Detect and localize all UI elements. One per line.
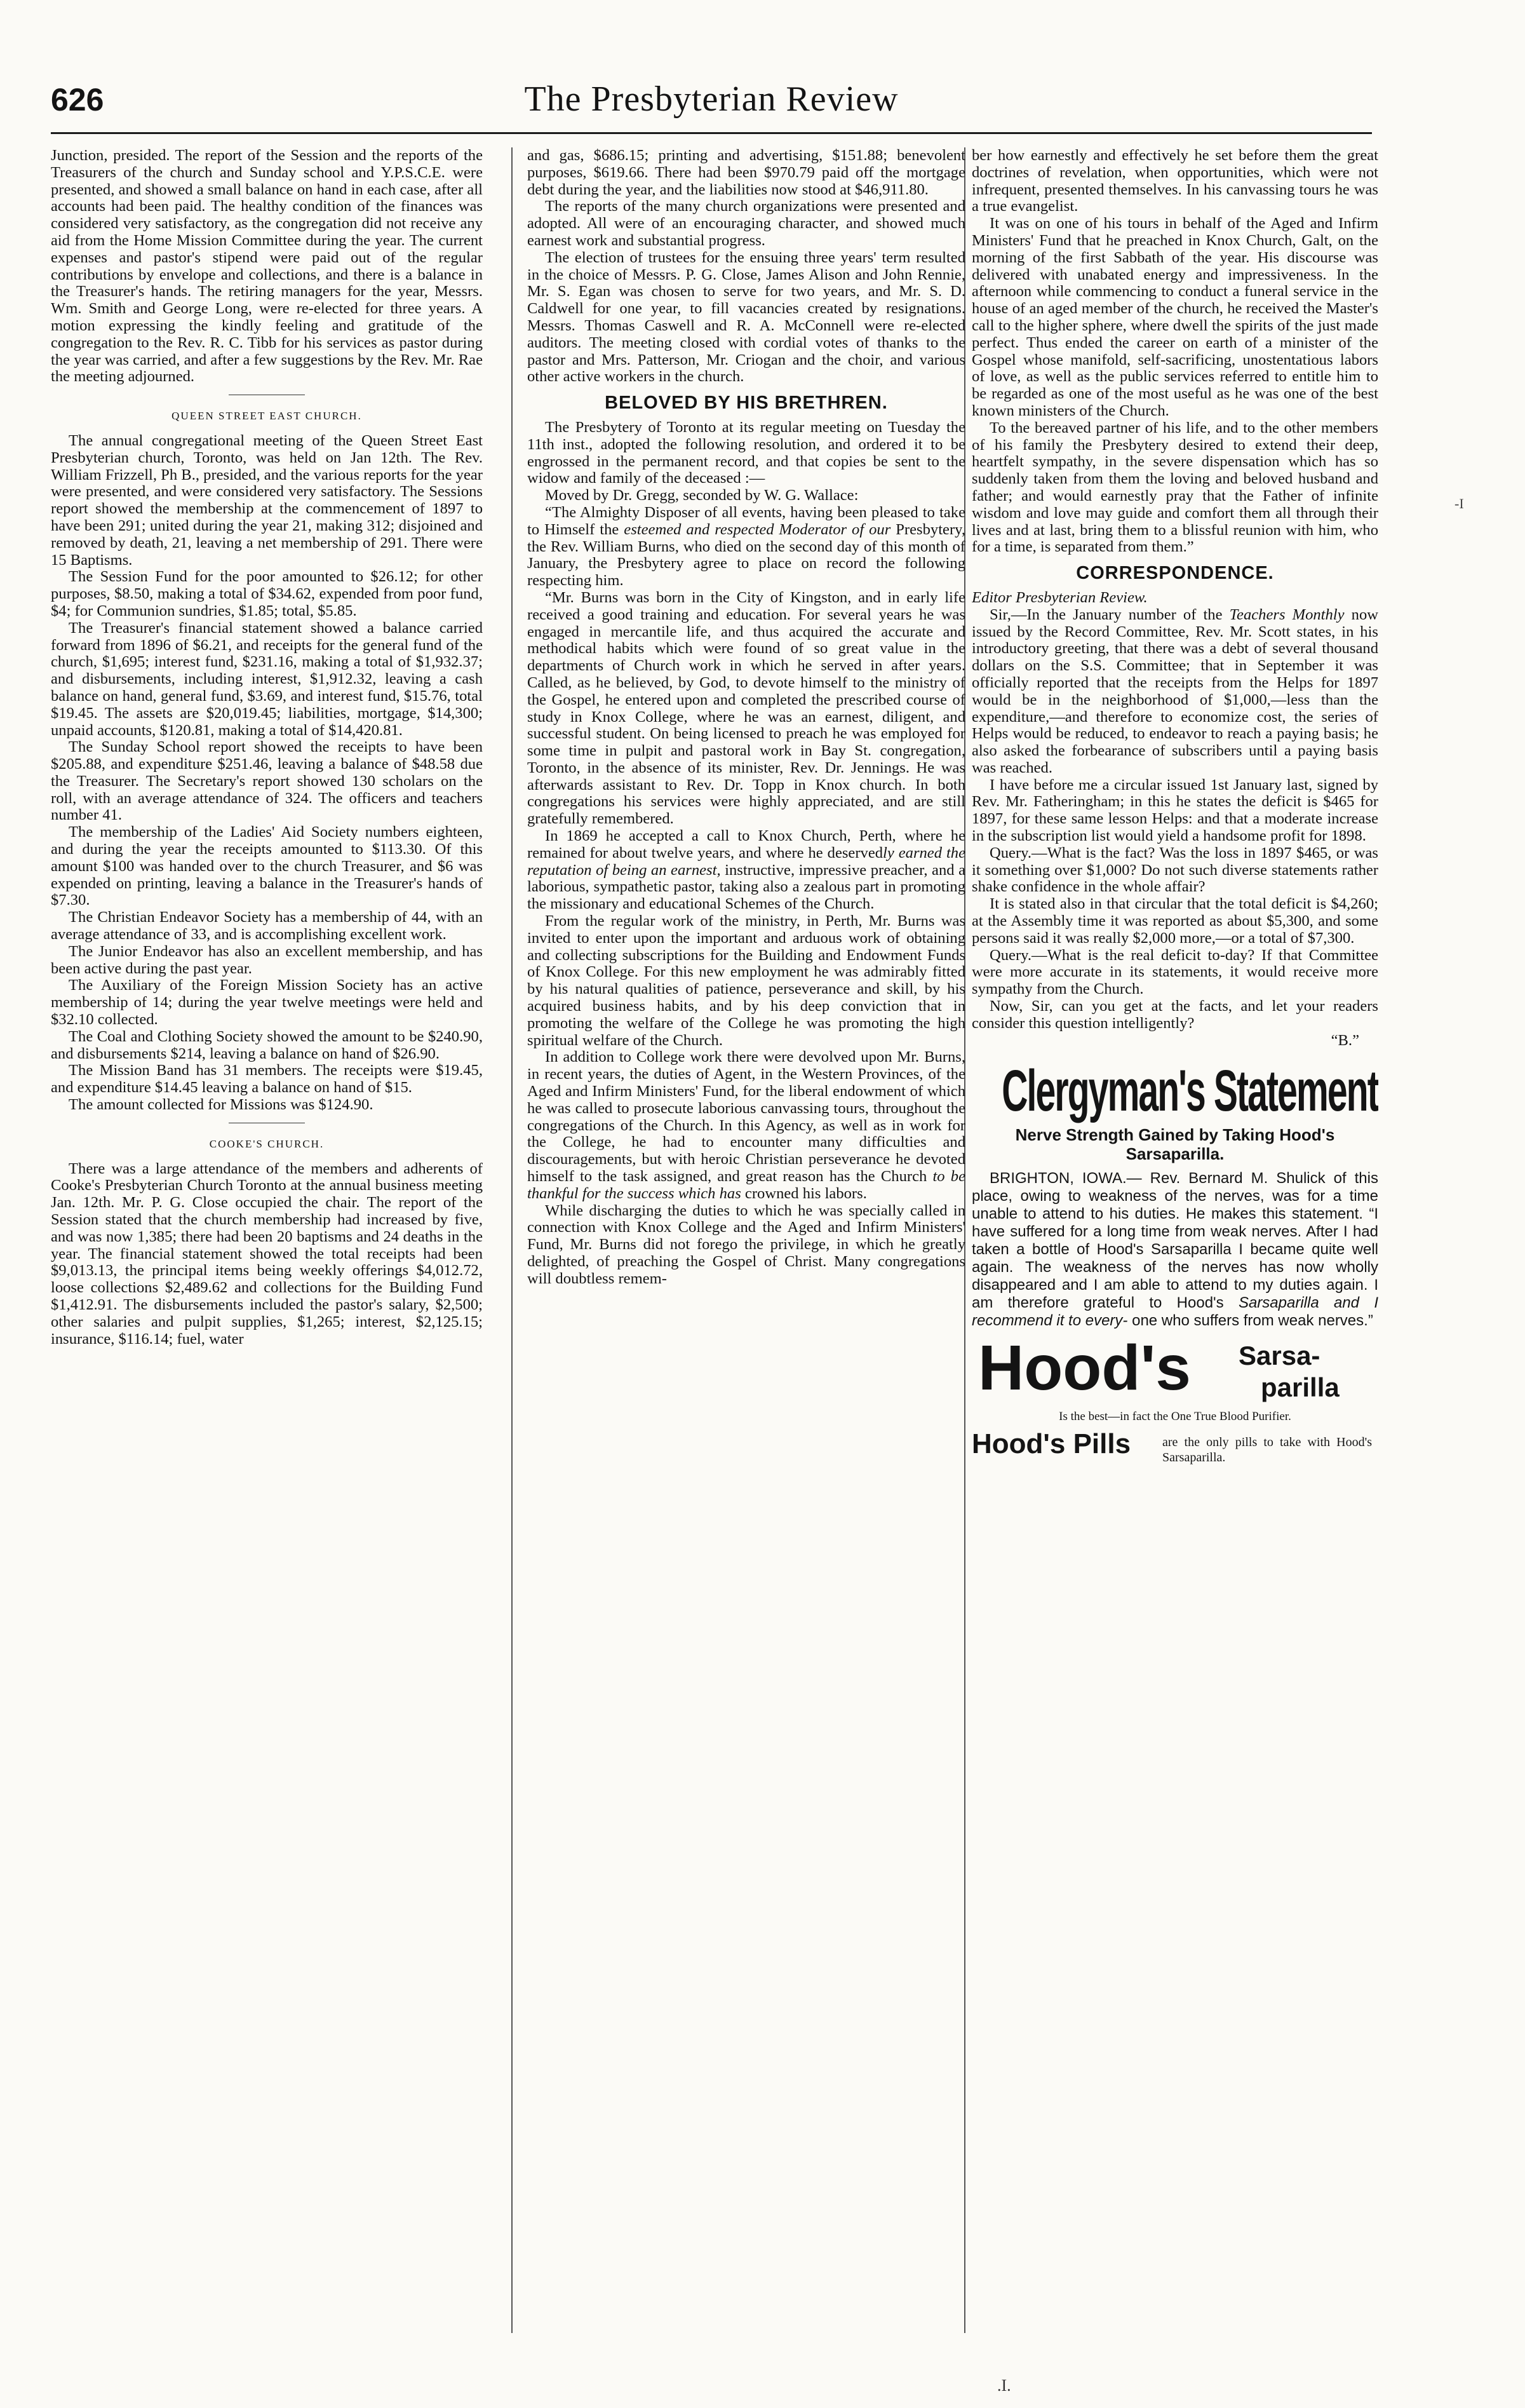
paragraph: The Treasurer's financial statement showed a balance carried forward from 1896 of $6.21, and receipts for the general fund of the church, $1,695; interest fund, $231.16, making a total of $1,932.37; and disbursements, including interest, $1,912.32, leaving a cash balance on hand, general fund, $3.69, and interest fund, $15.76, total $19.45. The assets are $20,019.45; liabilities, mortgage, $14,300; unpaid accounts, $120.81, making a total of $14,420.81. [51,619,483,739]
section-heading-beloved: BELOVED BY HIS BRETHREN. [605,393,888,414]
logo-sarsa: Sarsa- [1239,1341,1320,1371]
footer-mark: .I. [997,2376,1011,2395]
logo-parilla: parilla [1261,1372,1340,1403]
hoods-sarsaparilla-logo [972,1332,1378,1406]
paragraph: The Christian Endeavor Society has a membership of 44, with an average attendance of 33, and is accomplishing excellent work. [51,909,483,944]
paragraph: There was a large attendance of the members and adherents of Cooke's Presbyterian Church Toronto at the annual business meeting Jan. 12th. Mr. P. G. Close occupied the chair. The report of the Session stated that the church membership had increased by five, and was now 1,385; there had been 20 baptisms and 24 deaths in the year. The financial statement showed the total receipts had been $9,013.13, the principal items being weekly offerings $4,012.72, loose collections $2,489.62 and collections for the Building Fund $1,412.91. The disbursements included the pastor's salary, $2,500; other salaries and pulpit supplies, $1,265; interest, $2,125.15; insurance, $116.14; fuel, water [51,1160,483,1348]
text: Presbytery, the Rev. William Burns, who died on the second day of this month of January, the Presbytery agree to place on record the following respecting him. [527,520,965,590]
column-2 [527,147,965,2339]
text: Sir,—In the January number of the [990,605,1230,623]
text: instructive, impressive preacher, and a laborious, sympathetic pastor, taking also a zealous part in promoting the missionary and educational Schemes of the Church. [527,861,965,913]
text: In 1869 he accepted a call to Knox Church, Perth, where he remained for about twelve years, and where he deserved [527,827,965,862]
paragraph [527,828,965,913]
journal-title: The Presbyterian Review [524,79,899,119]
paragraph: The election of trustees for the ensuing three years' term resulted in the choice of Messrs. P. G. Close, James Alison and John Rennie, Mr. S. Egan was chosen to serve for two years, and Mr. S. D. Caldwell for one year, to fill vacancies created by resignations. Messrs. Thomas Caswell and R. A. McConnell were re-elected auditors. The meeting closed with cordial votes of thanks to the pastor and Mrs. Patterson, Mr. Criogan and the choir, and various other active workers in the church. [527,248,965,386]
text: now issued by the Record Committee, Rev. Mr. Scott states, in his introductory greeting, that there was a debt of several thousand dollars on the S.S. Committee; that in September it was officially reported that the receipts from the Helps for 1897 would be in the neighborhood of $1,000,—less than the expenditure,—and therefore to economize cost, the series of Helps would be reduced, to endeavor to reach a paying basis; he also asked the forbearance of subscribers until a paying basis was reached. [972,605,1378,776]
italic-text: Teachers Monthly [1229,605,1345,623]
paragraph: The Auxiliary of the Foreign Mission Society has an active membership of 14; during the year twelve meetings were held and $32.10 collected. [51,977,483,1029]
paragraph: ber how earnestly and effectively he set before them the great doctrines of revelation, when opportunities, which were not infrequent, presented themselves. In his canvassing tours he was a true evangelist. [972,147,1378,215]
ad-title: Clergyman's Statement [1002,1059,1378,1124]
paragraph: The reports of the many church organizations were presented and adopted. All were of an encouraging character, and showed much earnest work and substantial progress. [527,198,965,249]
paragraph: The Sunday School report showed the receipts to have been $205.88, and expenditure $251.46, leaving a balance of $48.58 due the Treasurer. The Secretary's report showed 130 scholars on the roll, with an average attendance of 324. The officers and teachers number 41. [51,738,483,824]
italic-text: esteemed and respected Moderator of our [624,520,891,538]
paragraph: It is stated also in that circular that the total deficit is $4,260; at the Assembly time it was reported as about $5,300, and some persons said it was really $2,000 more,—or a total of $7,300. [972,895,1378,947]
hoods-pills-ad [972,1428,1378,1475]
paragraph: While discharging the duties to which he was specially called in connection with Knox College and the Aged and Infirm Ministers' Fund, Mr. Burns did not forego the privilege, in which he greatly delighted, of preaching the Gospel of Christ. Many congregations will doubtless remem- [527,1201,965,1287]
pills-text: are the only pills to take with Hood's Sarsaparilla. [1162,1435,1372,1465]
paragraph: Query.—What is the fact? Was the loss in 1897 $465, or was it something over $1,000? Do not such diverse statements rather shake confidence in the whole affair? [972,844,1378,896]
header-rule [51,132,1372,134]
signature: “B.” [1331,1031,1359,1049]
ad-tagline: Is the best—in fact the One True Blood Purifier. [1059,1410,1291,1424]
ad-subtitle: Nerve Strength Gained by Taking Hood's Sarsaparilla. [1015,1125,1335,1164]
paragraph: The Session Fund for the poor amounted to $26.12; for other purposes, $8.50, making a total of $34.62, expended from poor fund, $4; for Communion sundries, $1.85; total, $5.85. [51,568,483,619]
paragraph: Query.—What is the real deficit to-day? If that Committee were more accurate in its statements, it would receive more sympathy from the Church. [972,946,1378,998]
ad-body [972,1170,1378,1330]
paragraph: From the regular work of the ministry, in Perth, Mr. Burns was invited to enter upon the important and arduous work of obtaining and collecting subscriptions for the Building and Endowment Funds of Knox College. For this new employment he was admirably fitted by his natural qualities of patience, perseverance and skill, by his acquired business habits, and by his deep conviction that in promoting the welfare of the College he was promoting the high spiritual welfare of the Church. [527,912,965,1049]
text: one who suffers from weak nerves.” [1127,1312,1373,1330]
paragraph: The Junior Endeavor has also an excellent membership, and has been active during the past year. [51,942,483,977]
paragraph: It was on one of his tours in behalf of the Aged and Infirm Ministers' Fund that he preached in Knox Church, Galt, on the morning of the first Sabbath of the year. His discourse was delivered with unabated energy and impressiveness. In the afternoon while commencing to conduct a funeral service in the house of an aged member of the church, he received the Master's call to the higher sphere, where dwell the spirits of the just made perfect. Thus ended the career on earth of a minister of the Gospel whose manifold, self-sacrificing, unostentatious labors of love, as well as the public services referred to entitle him to be regarded as one of the most useful as he was one of the best known ministers of the Church. [972,215,1378,419]
paragraph: The Presbytery of Toronto at its regular meeting on Tuesday the 11th inst., adopted the following resolution, and ordered it to be engrossed in the permanent record, and that copies be sent to the widow and family of the deceased :— [527,418,965,487]
logo-hoods: Hood's [978,1332,1191,1404]
paragraph: Moved by Dr. Gregg, seconded by W. G. Wallace: [545,487,859,504]
text: “The Almighty Disposer of all events, having been pleased to take to Himself the [527,503,965,538]
section-heading-queen-street: QUEEN STREET EAST CHURCH. [171,410,362,423]
editor-line: Editor Presbyterian Review. [972,588,1148,606]
paragraph [527,504,965,590]
paragraph: The membership of the Ladies' Aid Society numbers eighteen, and during the year the receipts amounted to $113.30. Of this amount $100 was handed over to the church Treasurer, and $6 was expended on printing, leaving a balance in the Treasurer's hands of $7.30. [51,823,483,909]
pills-name: Hood's Pills [972,1428,1131,1460]
italic-text: ly earned the reputation of being an earnest, [527,844,965,879]
paragraph: The annual congregational meeting of the Queen Street East Presbyterian church, Toronto, was held on Jan 12th. The Rev. William Frizzell, Ph B., presided, and the various reports for the year were presented, and were considered very satisfactory. The Sessions report showed the membership at the commencement of 1897 to have been 291; united during the year 21, making 312; disjoined and removed by death, 21, leaving a net membership of 291. There were 15 Baptisms. [51,431,483,569]
paragraph: The Coal and Clothing Society showed the amount to be $240.90, and disbursements $214, leaving a balance on hand of $26.90. [51,1027,483,1062]
column-3 [972,147,1378,2339]
text: In addition to College work there were devolved upon Mr. Burns, in recent years, the duties of Agent, in the Western Provinces, of the Aged and Infirm Ministers' Fund, for the liberal endowment of which he was called to prosecute laborious canvassing tours, throughout the congregations of the Church. In this Agency, as well as in work for the College, he had to encounter many difficulties and discouragements, but with heroic Christian perseverance he devoted himself to the task assigned, and great reason has the Church [527,1048,965,1186]
section-heading-correspondence: CORRESPONDENCE. [1076,563,1274,584]
margin-mark: -I [1454,496,1464,511]
column-divider [511,147,513,2333]
text: crowned his labors. [741,1184,867,1202]
page-number: 626 [51,82,104,118]
italic-text: to be thankful for the success which has [527,1168,965,1202]
page-header [51,81,1372,126]
paragraph: The amount collected for Missions was $124.90. [69,1096,373,1114]
paragraph: Now, Sir, can you get at the facts, and let your readers consider this question intelligently? [972,998,1378,1032]
paragraph [527,1049,965,1202]
section-heading-cookes: COOKE'S CHURCH. [209,1137,325,1150]
paragraph [972,607,1378,777]
text: BRIGHTON, IOWA.— Rev. Bernard M. Shulick of this place, owing to weakness of the nerves, was for a time unable to attend to his duties. He makes this statement. “I have suffered for a long time from weak nerves. After I had taken a bottle of Hood's Sarsaparilla I became quite well again. The weakness of the nerves has now wholly disappeared and I am able to attend to my duties again. I am therefore grateful to Hood's [972,1170,1378,1312]
paragraph: and gas, $686.15; printing and advertising, $151.88; benevolent purposes, $619.66. There had been $970.79 paid off the mortgage debt during the year, and the liabilities now stood at $46,911.80. [527,147,965,198]
paragraph: To the bereaved partner of his life, and to the other members of his family the Presbytery desired to extend their deep, heartfelt sympathy, in the severe dispensation which has so suddenly taken from them the loving and beloved husband and father; and would earnestly pray that the Father of infinite wisdom and love may guide and comfort them all through their lives and at last, bring them to a blissful reunion with him, who for a time, is separated from them.” [972,419,1378,556]
paragraph: Junction, presided. The report of the Session and the reports of the Treasurers of the church and Sunday school and Y.P.S.C.E. were presented, and showed a small balance on hand in each case, after all accounts had been paid. The healthy condition of the finances was considered very satisfactory, as the congregation did not receive any aid from the Home Mission Committee during the year. The current expenses and pastor's stipend were paid out of the regular contributions by envelope and collections, and there is a balance in the Treasurer's hands. The retiring managers for the year, Messrs. Wm. Smith and George Long, were re-elected for three years. A motion expressing the kindly feeling and gratitude of the congregation to the Rev. R. C. Tibb for his services as pastor during the year was carried, and after a few suggestions by the Rev. Mr. Rae the meeting adjourned. [51,147,483,386]
italic-text: Sarsaparilla and I recommend it to every- [972,1294,1378,1330]
paragraph: “Mr. Burns was born in the City of Kingston, and in early life received a good training and education. For several years he was engaged in mercantile life, and thus acquired the accurate and methodical habits which were found of so great value in the departments of Church work in which he served in after years. Called, as he believed, by God, to devote himself to the ministry of the Gospel, he entered upon and completed the prescribed course of study in Knox College, where he was an earnest, diligent, and successful student. On being licensed to preach he was employed for some time in pulpit and pastoral work in Bay St. congregation, Toronto, in the absence of its minister, Rev. Dr. Jennings. He was afterwards assistant to Rev. Dr. Topp in Knox church. In both congregations his services were highly appreciated, and are still gratefully remembered. [527,588,965,828]
paragraph: The Mission Band has 31 members. The receipts were $19.45, and expenditure $14.45 leaving a balance on hand of $15. [51,1062,483,1097]
advertisement [972,1059,1378,1475]
paragraph: I have before me a circular issued 1st January last, signed by Rev. Mr. Fatheringham; in this he states the deficit is $465 for 1897, for these same lesson Helps: and that a moderate increase in the subscription list would yield a handsome profit for 1898. [972,776,1378,845]
column-1 [51,147,483,2339]
